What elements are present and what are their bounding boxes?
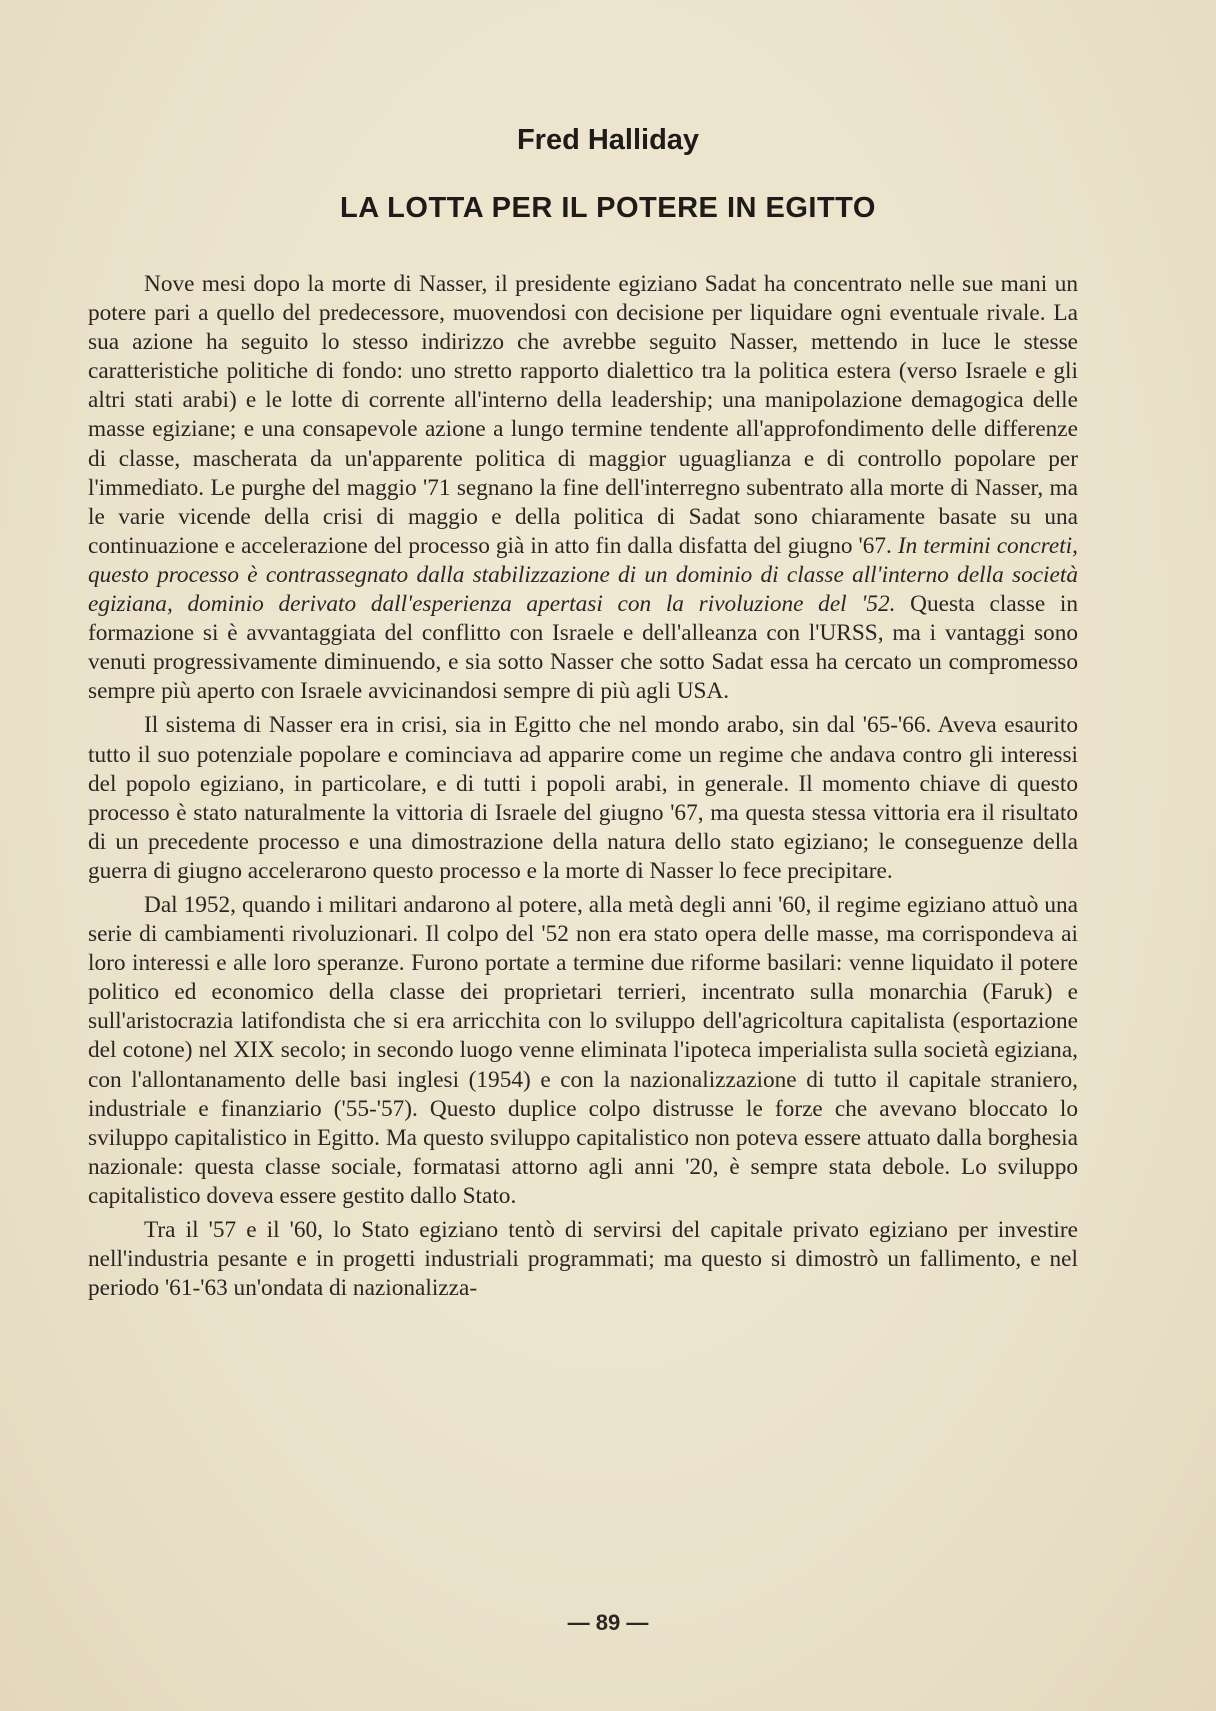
paragraph-1-text: Nove mesi dopo la morte di Nasser, il presidente egiziano Sadat ha concentrato nelle sue mani un potere pari a quello del predecessore, muovendosi con decisione per liquidare ogni eventuale rivale. La sua azione ha seguito lo stesso indirizzo che avrebbe seguito Nasser, mettendo in luce le stesse caratteristiche politiche di fondo: uno stretto rapporto dialettico tra la politica estera (verso Israele e gli altri stati arabi) e le lotte di corrente all'interno della leadership; una manipolazione demagogica delle masse egiziane; e una consapevole azione a lungo termine tendente all'approfondimento delle differenze di classe, mascherata da un'apparente politica di maggior uguaglianza e di controllo popolare per l'immediato. Le purghe del maggio '71 segnano la fine dell'interregno subentrato alla morte di Nasser, ma le varie vicende della crisi di maggio e della politica di Sadat sono chiaramente basate su una continuazione e accelerazione del processo già in atto fin dalla disfatta del giugno '67. — [88, 271, 1078, 559]
paragraph-1 — [88, 270, 1078, 706]
article-title: LA LOTTA PER IL POTERE IN EGITTO — [340, 192, 876, 224]
paragraph-2: Il sistema di Nasser era in crisi, sia in Egitto che nel mondo arabo, sin dal '65-'66. Aveva esaurito tutto il suo potenziale popolare e cominciava ad apparire come un regime che andava contro gli interessi del popolo egiziano, in particolare, e di tutti i popoli arabi, in generale. Il momento chiave di questo processo è stato naturalmente la vittoria di Israele del giugno '67, ma questa stessa vittoria era il risultato di un precedente processo e una dimostrazione della natura dello stato egiziano; le conseguenze della guerra di giugno accelerarono questo processo e la morte di Nasser lo fece precipitare. — [88, 712, 1078, 884]
author-name: Fred Halliday — [516, 124, 700, 156]
paragraph-1-text-end: Questa classe in formazione si è avvantaggiata del conflitto con Israele e dell'alleanza con l'URSS, ma i vantaggi sono venuti progressivamente diminuendo, e sia sotto Nasser che sotto Sadat essa ha cercato un compromesso sempre più aperto con Israele avvicinandosi sempre di più agli USA. — [88, 591, 1078, 705]
article-body — [88, 270, 1078, 1308]
paragraph-4: Tra il '57 e il '60, lo Stato egiziano tentò di servirsi del capitale privato egiziano per investire nell'industria pesante e in progetti industriali programmati; ma questo si dimostrò un fallimento, e nel periodo '61-'63 un'ondata di nazionalizza- — [88, 1217, 1078, 1302]
paragraph-1-italic: In termini concreti, questo processo è contrassegnato dalla stabilizzazione di un dominio di classe all'interno della società egiziana, dominio derivato dall'esperienza apertasi con la rivoluzione del '52. — [88, 532, 1078, 618]
paragraph-3: Dal 1952, quando i militari andarono al potere, alla metà degli anni '60, il regime egiziano attuò una serie di cambiamenti rivoluzionari. Il colpo del '52 non era stato opera delle masse, ma corrispondeva ai loro interessi e alle loro speranze. Furono portate a termine due riforme basilari: venne liquidato il potere politico ed economico della classe dei proprietari terrieri, incentrato sulla monarchia (Faruk) e sull'aristocrazia latifondista che si era arricchita con lo sviluppo dell'agricoltura capitalista (esportazione del cotone) nel XIX secolo; in secondo luogo venne eliminata l'ipoteca imperialista sulla società egiziana, con l'allontanamento delle basi inglesi (1954) e con la nazionalizzazione di tutto il capitale straniero, industriale e finanziario ('55-'57). Questo duplice colpo distrusse le forze che avevano bloccato lo sviluppo capitalistico in Egitto. Ma questo sviluppo capitalistico non poteva essere attuato dalla borghesia nazionale: questa classe sociale, formatasi attorno agli anni '20, è sempre stata debole. Lo sviluppo capitalistico doveva essere gestito dallo Stato. — [88, 891, 1078, 1209]
page-number: — 89 — — [567, 1610, 649, 1635]
